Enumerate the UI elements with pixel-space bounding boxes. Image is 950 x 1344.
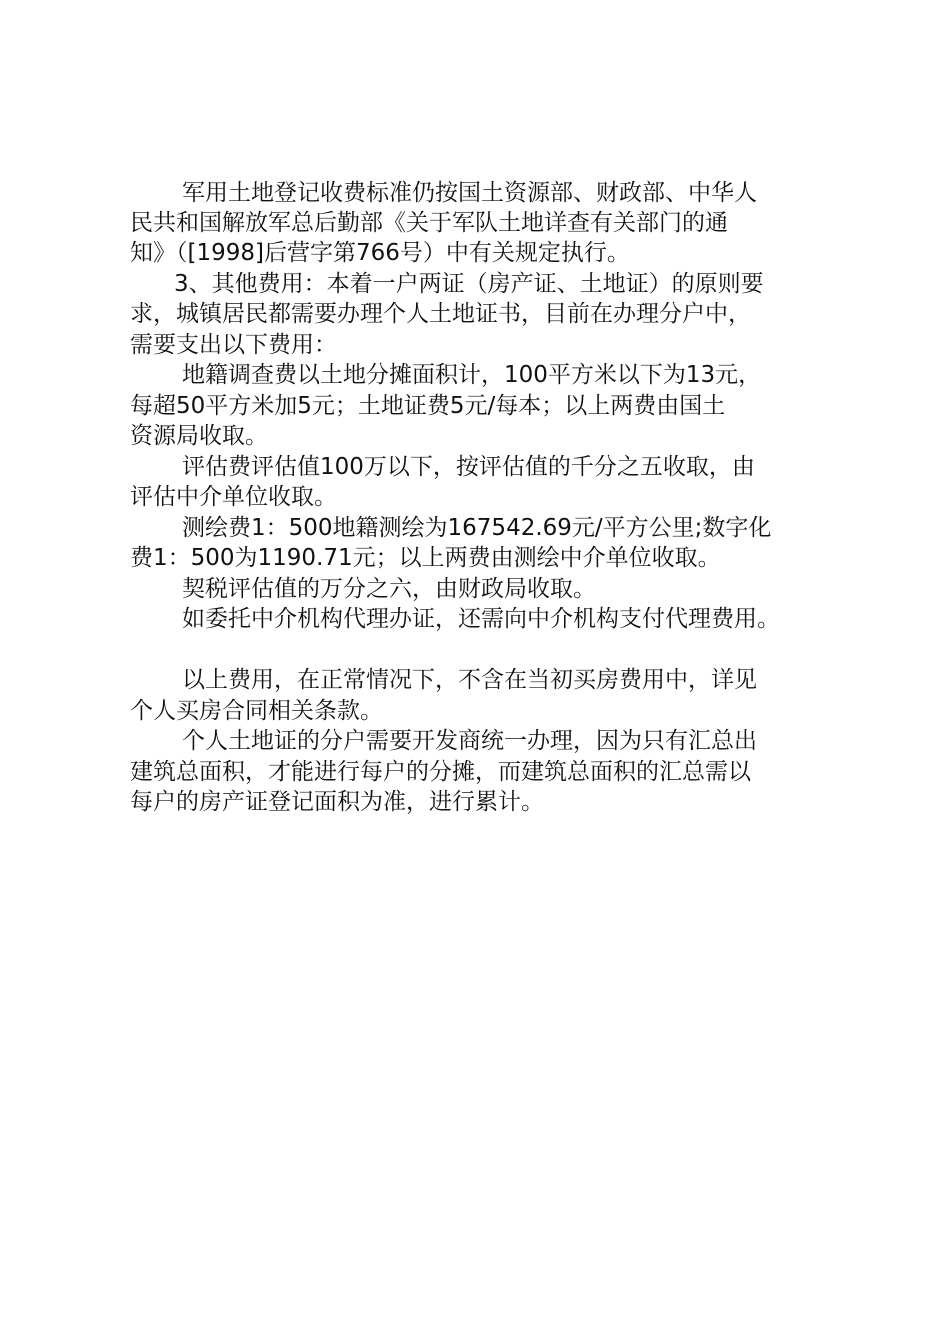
paragraph-line: 以上费用，在正常情况下，不含在当初买房费用中，详见 xyxy=(182,667,757,693)
paragraph-line: 每超50平方米加5元；土地证费5元/每本；以上两费由国土 xyxy=(130,393,726,419)
paragraph-line: 测绘费1：500地籍测绘为167542.69元/平方公里;数字化 xyxy=(182,515,772,541)
paragraph-line: 评估中介单位收取。 xyxy=(130,484,337,510)
paragraph-line: 建筑总面积，才能进行每户的分摊，而建筑总面积的汇总需以 xyxy=(130,759,751,785)
paragraph-line: 3、其他费用：本着一户两证（房产证、土地证）的原则要 xyxy=(174,271,764,297)
paragraph-line: 个人土地证的分户需要开发商统一办理，因为只有汇总出 xyxy=(182,728,757,754)
paragraph-line: 资源局收取。 xyxy=(130,423,268,449)
paragraph-line: 如委托中介机构代理办证，还需向中介机构支付代理费用。 xyxy=(182,606,780,632)
paragraph-line: 费1：500为1190.71元；以上两费由测绘中介单位收取。 xyxy=(130,545,721,571)
paragraph-line: 个人买房合同相关条款。 xyxy=(130,698,383,724)
paragraph-line: 民共和国解放军总后勤部《关于军队土地详查有关部门的通 xyxy=(130,210,728,236)
paragraph-line: 评估费评估值100万以下，按评估值的千分之五收取，由 xyxy=(182,454,755,480)
paragraph-line: 每户的房产证登记面积为准，进行累计。 xyxy=(130,789,544,815)
paragraph-line: 知》（[1998]后营字第766号）中有关规定执行。 xyxy=(130,240,630,266)
paragraph-line: 求，城镇居民都需要办理个人土地证书，目前在办理分户中， xyxy=(130,301,751,327)
paragraph-line: 地籍调查费以土地分摊面积计，100平方米以下为13元， xyxy=(182,362,762,388)
paragraph-line: 军用土地登记收费标准仍按国土资源部、财政部、中华人 xyxy=(182,180,757,206)
paragraph-line: 契税评估值的万分之六，由财政局收取。 xyxy=(182,576,596,602)
paragraph-line: 需要支出以下费用： xyxy=(130,332,337,358)
